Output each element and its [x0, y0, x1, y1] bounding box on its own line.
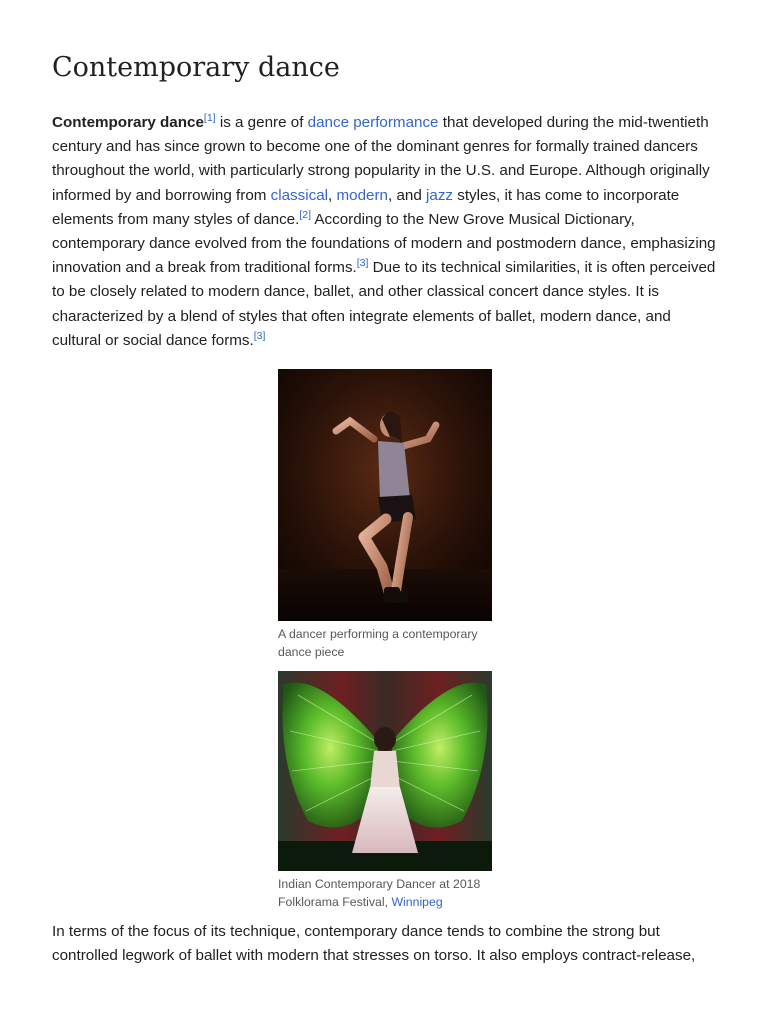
link-winnipeg[interactable]: Winnipeg — [391, 895, 443, 909]
figure-dancer — [278, 369, 492, 661]
page-title: Contemporary dance — [52, 52, 340, 83]
indian-dancer-photo[interactable] — [278, 671, 492, 871]
intro-text-2: that developed during the mid-twentieth century and has since grown to become one of the dominant genres for formally trained dancers throughout the world, with particularly strong popularity in the U.S. and Europe. Although originally informed by and borrowing from — [52, 114, 710, 204]
reference-3[interactable]: [3] — [356, 257, 369, 270]
intro-text-6: According to the New Grove Musical Dictionary, contemporary dance evolved from the foundations of modern and postmodern dance, emphasizing innovation and a break from traditional forms. — [52, 210, 716, 277]
bold-term: Contemporary dance — [52, 114, 204, 131]
figure-indian-dancer — [278, 671, 492, 911]
reference-1[interactable]: [1] — [203, 111, 216, 124]
link-classical[interactable]: classical — [270, 186, 329, 204]
technique-paragraph: In terms of the focus of its technique, contemporary dance tends to combine the strong but controlled legwork of ballet with modern that stresses on torso. It also employs contract-release, — [52, 923, 696, 965]
reference-3-second[interactable]: [3] — [253, 329, 266, 342]
link-modern[interactable]: modern — [336, 186, 388, 204]
figure-caption — [278, 875, 492, 911]
caption-text: Indian Contemporary Dancer at 2018 Folklorama Festival, — [278, 877, 481, 909]
intro-text-3: , — [328, 186, 337, 204]
link-jazz[interactable]: jazz — [426, 186, 454, 204]
dancer-photo[interactable] — [278, 369, 492, 621]
figure-caption: A dancer performing a contemporary dance piece — [278, 627, 478, 659]
intro-text-4: , and — [388, 186, 426, 204]
intro-text-5: styles, it has come to incorporate elements from many styles of dance. — [52, 186, 680, 228]
intro-text-7: Due to its technical similarities, it is often perceived to be closely related to modern dance, ballet, and other classical concert dance styles. It is characterized by a blend of styles that often integrate elements of ballet, modern dance, and cultural or social dance forms. — [52, 259, 716, 349]
intro-text-1: is a genre of — [215, 114, 308, 131]
link-dance-performance[interactable]: dance performance — [307, 114, 439, 131]
reference-2[interactable]: [2] — [299, 208, 312, 221]
intro-paragraph — [52, 111, 722, 353]
